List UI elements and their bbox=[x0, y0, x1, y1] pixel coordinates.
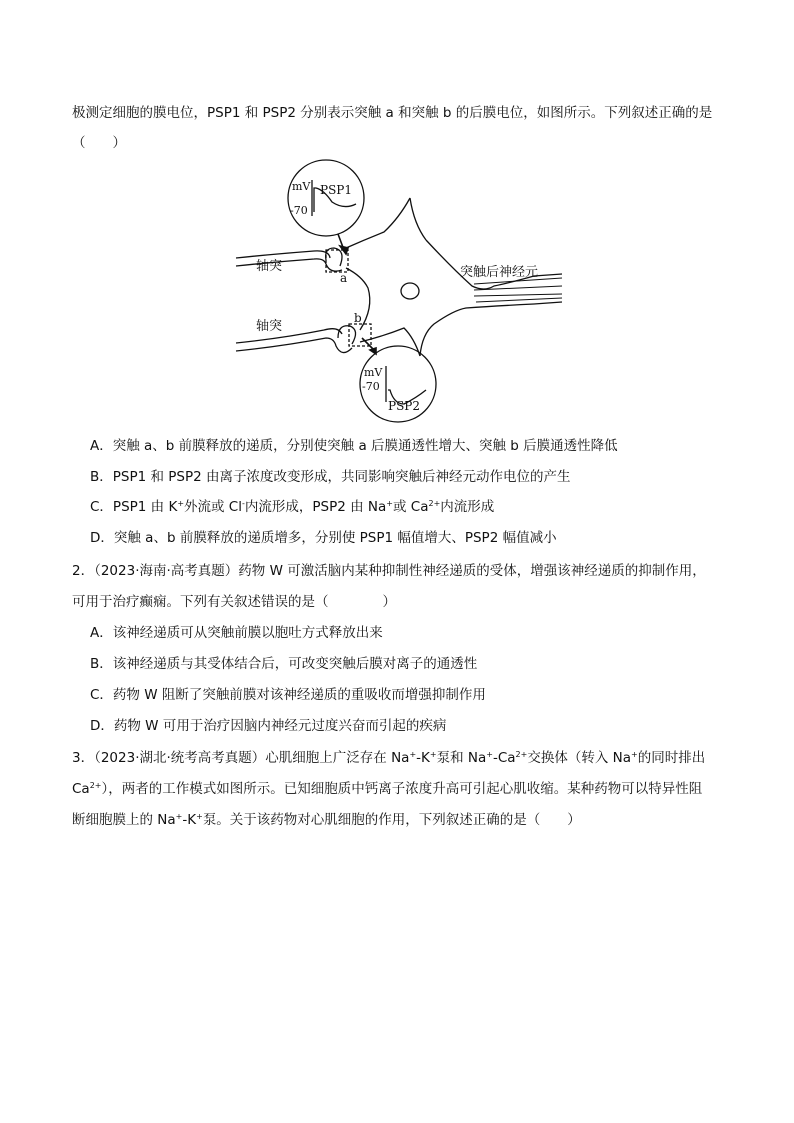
synapse-diagram bbox=[234, 158, 564, 428]
axon-label-b: 轴突 bbox=[256, 319, 283, 334]
q2-option-c: C．药物 W 阻断了突触前膜对该神经递质的重吸收而增强抑制作用 bbox=[90, 687, 486, 703]
postsynaptic-neuron-label: 突触后神经元 bbox=[460, 265, 539, 280]
psp2-value: -70 bbox=[362, 380, 380, 393]
q1-option-d: D．突触 a、b 前膜释放的递质增多，分别使 PSP1 幅值增大、PSP2 幅值减小 bbox=[90, 530, 557, 546]
psp2-unit: mV bbox=[364, 366, 383, 379]
q3-stem-2: $Ca^{2+}$），两者的工作模式如图所示。已知细胞质中钙离子浓度升高可引起心肌收缩。某种药物可以特异性阻 bbox=[72, 781, 703, 797]
axon-hillock-lower bbox=[420, 302, 562, 356]
axon-a-upper bbox=[236, 251, 330, 258]
q2-option-b: B．该神经递质与其受体结合后，可改变突触后膜对离子的通透性 bbox=[90, 656, 478, 672]
synapse-figure bbox=[234, 158, 564, 428]
synapse-a-label: a bbox=[340, 271, 348, 285]
nucleus bbox=[401, 283, 419, 299]
synapse-b-label: b bbox=[354, 311, 362, 325]
q2-stem-2: 可用于治疗癫痫。下列有关叙述错误的是（ ） bbox=[72, 594, 396, 610]
psp2-name: PSP2 bbox=[388, 399, 421, 413]
intro-line-1: 极测定细胞的膜电位，PSP1 和 PSP2 分别表示突触 a 和突触 b 的后膜电位，如图所示。下列叙述正确的是 bbox=[72, 105, 713, 121]
q2-option-a: A．该神经递质可从突触前膜以胞吐方式释放出来 bbox=[90, 625, 383, 641]
axon-b-lower bbox=[236, 338, 352, 353]
axon-b-upper bbox=[236, 329, 342, 343]
dendrite-top-right bbox=[410, 198, 426, 240]
q1-option-b: B．PSP1 和 PSP2 由离子浓度改变形成，共同影响突触后神经元动作电位的产生 bbox=[90, 469, 571, 485]
psp1-unit: mV bbox=[292, 180, 311, 193]
q2-option-d: D．药物 W 可用于治疗因脑内神经元过度兴奋而引起的疾病 bbox=[90, 718, 447, 734]
axon-label-a: 轴突 bbox=[256, 259, 283, 274]
psp1-value: -70 bbox=[290, 204, 308, 217]
q1-option-a: A．突触 a、b 前膜释放的递质，分别使突触 a 后膜通透性增大、突触 b 后膜通透性降低 bbox=[90, 438, 618, 454]
psp1-name: PSP1 bbox=[320, 183, 353, 197]
q2-stem-1: 2．（2023·海南·高考真题）药物 W 可激活脑内某种抑制性神经递质的受体，增强该神经递质的抑制作用， bbox=[72, 563, 706, 579]
q3-stem-3: 断细胞膜上的 Na+-K+泵。关于该药物对心肌细胞的作用，下列叙述正确的是（ ） bbox=[72, 812, 581, 828]
q3-stem-1: 3．（2023·湖北·统考高考真题）心肌细胞上广泛存在 Na+-K+泵和 $Na^+-Ca^{2+}$交换体（转入 Na+的同时排出 bbox=[72, 750, 706, 766]
intro-answer-bracket: （ ） bbox=[72, 135, 126, 151]
psp1-circle bbox=[288, 160, 364, 236]
dendrite-bottom bbox=[360, 328, 420, 356]
dendrite-top-left bbox=[346, 198, 410, 248]
terminal-b bbox=[338, 326, 356, 344]
q1-option-c: C．PSP1 由 K+外流或 Cl-内流形成，PSP2 由 Na+或 $Ca^{2+}$内流形成 bbox=[90, 499, 495, 515]
terminal-a bbox=[326, 248, 342, 266]
